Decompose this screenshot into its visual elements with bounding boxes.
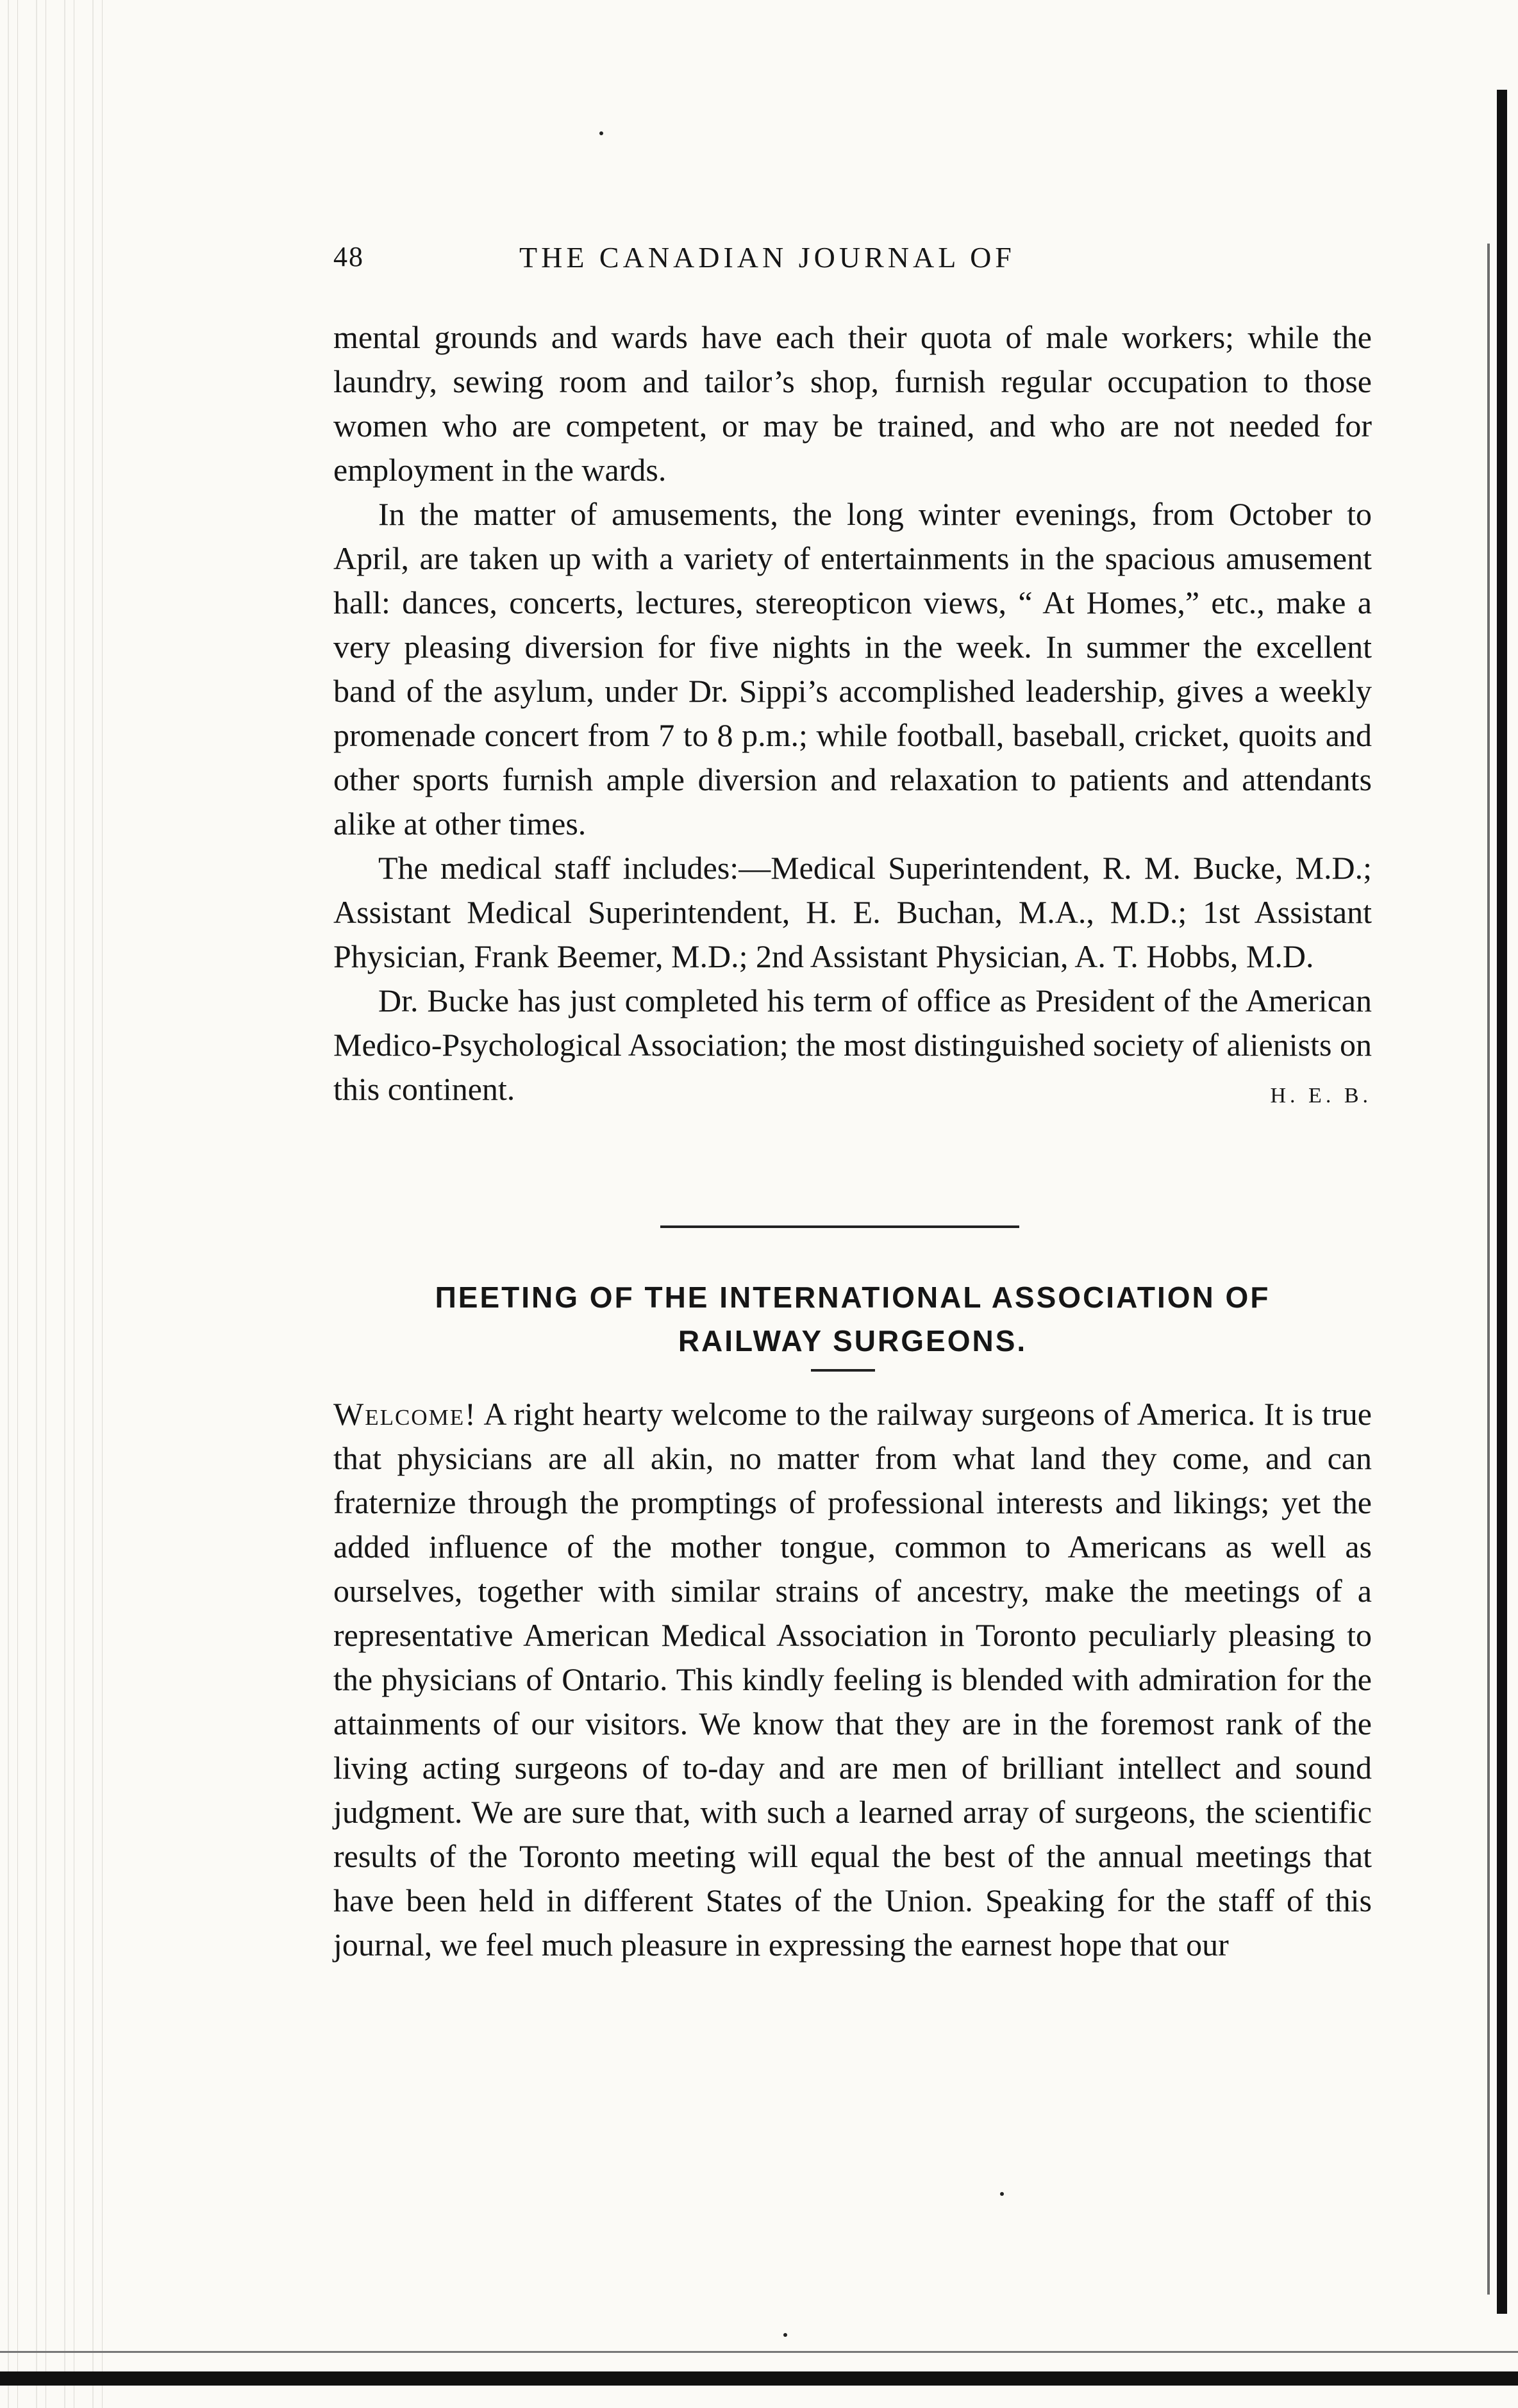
heading-line-1: ΠEETING OF THE INTERNATIONAL ASSOCIATION OF: [435, 1281, 1271, 1314]
paragraph: The medical staff includes:—Medical Superintendent, R. M. Bucke, M.D.; Assistant Medical Superintendent, H. E. Buchan, M.A., M.D.; 1st Assistant Physician, Frank Beemer, M.D.; 2nd Assistant Physician, A. T. Hobbs, M.D.: [333, 850, 1372, 974]
page-edge-right-inner: [1487, 244, 1490, 2295]
paragraph: [333, 979, 1372, 1111]
scanned-binding-edge: [0, 0, 119, 2408]
page-edge-bottom-inner: [0, 2351, 1518, 2353]
paragraph-text: A right hearty welcome to the railway surgeons of America. It is true that physicians are all akin, no matter from what land they come, and can fraternize through the promptings of professional interests and likings; yet the added influence of the mother tongue, common to Americans as well as ourselves, together with similar strains of ancestry, make the meetings of a representative American Medical Association in Toronto peculiarly pleasing to the physicians of Ontario. This kindly feeling is blended with admiration for the attainments of our visitors. We know that they are in the foremost rank of the living acting surgeons of to-day and are men of brilliant intellect and sound judgment. We are sure that, with such a learned array of surgeons, the scientific results of the Toronto meeting will equal the best of the annual meetings that have been held in different States of the Union. Speaking for the staff of this journal, we feel much pleasure in expressing the earnest hope that our: [333, 1396, 1372, 1963]
page-edge-right: [1497, 90, 1507, 2314]
page-number: 48: [333, 241, 364, 272]
paragraph: mental grounds and wards have each their quota of male workers; while the laundry, sewing room and tailor’s shop, furnish regular occupation to those women who are competent, or may be trained, and who are not needed for employment in the wards.: [333, 319, 1372, 488]
paragraph: [333, 1392, 1372, 1967]
heading-rule: [811, 1369, 875, 1372]
running-header: [333, 240, 1154, 292]
author-signature: H. E. B.: [1270, 1084, 1372, 1108]
heading-line-2: RAILWAY SURGEONS.: [678, 1324, 1028, 1358]
article-asylum-continuation: [333, 315, 1372, 1118]
lead-word: Welcome!: [333, 1396, 477, 1432]
article-heading: [333, 1275, 1372, 1363]
running-title: THE CANADIAN JOURNAL OF: [519, 241, 1015, 274]
article-railway-surgeons: [333, 1392, 1372, 1967]
paragraph: In the matter of amusements, the long winter evenings, from October to April, are taken up with a variety of entertainments in the spacious amusement hall: dances, concerts, lectures, stereopticon views, “ At Homes,” etc., make a very pleasing diversion for five nights in the week. In summer the excellent band of the asylum, under Dr. Sippi’s accomplished leadership, gives a weekly promenade concert from 7 to 8 p.m.; while football, baseball, cricket, quoits and other sports furnish ample diversion and relaxation to patients and attendants alike at other times.: [333, 496, 1372, 842]
section-divider: [660, 1225, 1019, 1228]
page-edge-bottom: [0, 2371, 1518, 2386]
paragraph-text: Dr. Bucke has just completed his term of office as President of the American Medico-Psychological Association; the most distinguished society of alienists on this continent.: [333, 983, 1372, 1107]
